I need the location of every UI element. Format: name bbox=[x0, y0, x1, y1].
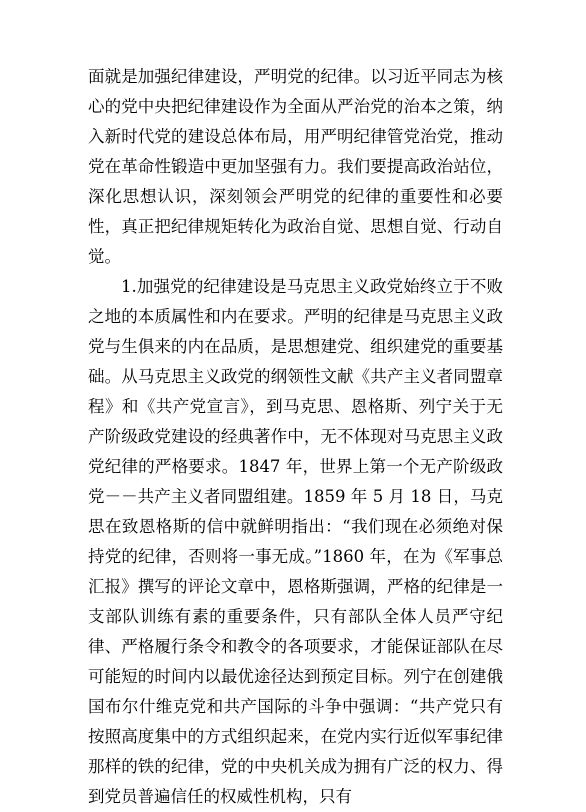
paragraph-marxist-party-discipline: 1.加强党的纪律建设是马克思主义政党始终立于不败之地的本质属性和内在要求。严明的纪律是马克思主义政党与生俱来的内在品质，是思想建党、组织建党的重要基础。从马克思主义政党的纲领性文献《共产主义者同盟章程》和《共产党宣言》，到马克思、恩格斯、列宁关于无产阶级政党建设的经典著作中，无不体现对马克思主义政党纪律的严格要求。1847 年，世界上第一个无产阶级政党－－共产主义者同盟组建。1859 年 5 月 18 日，马克思在致恩格斯的信中就鲜明指出：“我们现在必须绝对保持党的纪律，否则将一事无成。”1860 年，在为《军事总汇报》撰写的评论文章中，恩格斯强调，严格的纪律是一支部队训练有素的重要条件，只有部队全体人员严守纪律、严格履行条令和教令的各项要求，才能保证部队在尽可能短的时间内以最优途径达到预定目标。列宁在创建俄国布尔什维克党和共产国际的斗争中强调：“共产党只有按照高度集中的方式组织起来，在党内实行近似军事纪律那样的铁的纪律，党的中央机关成为拥有广泛的权力、得到党员普遍信任的权威性机构，只有 bbox=[88, 277, 503, 806]
paragraph-discipline-intro: 面就是加强纪律建设，严明党的纪律。以习近平同志为核心的党中央把纪律建设作为全面从严治党的治本之策，纳入新时代党的建设总体布局，用严明纪律管党治党，推动党在革命性锻造中更加坚强有力。我们要提高政治站位，深化思想认识，深刻领会严明党的纪律的重要性和必要性，真正把纪律规矩转化为政治自觉、思想自觉、行动自觉。 bbox=[88, 67, 503, 266]
body-text bbox=[88, 62, 503, 812]
